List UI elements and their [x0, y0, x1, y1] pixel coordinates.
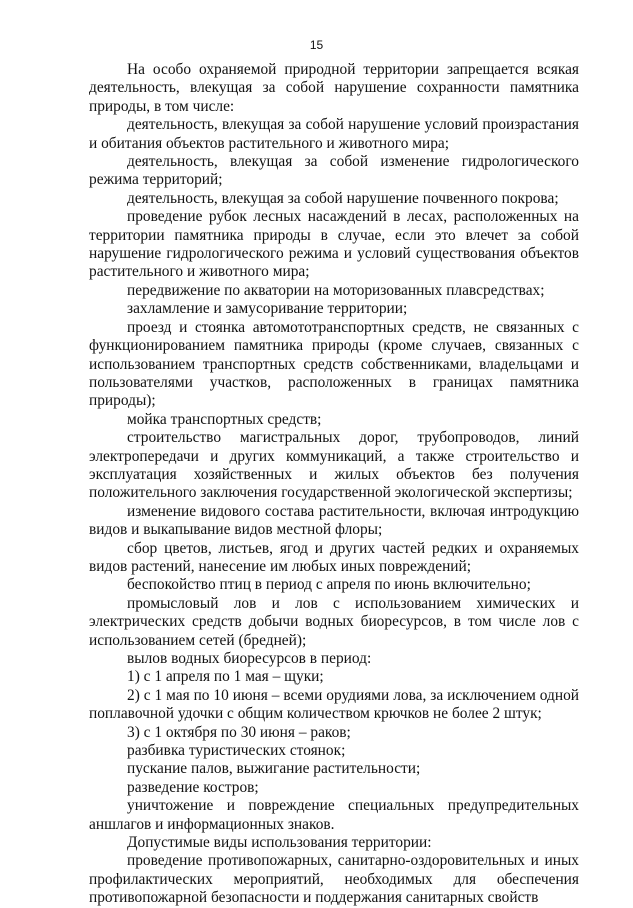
paragraph: деятельность, влекущая за собой изменение гидрологического режима территорий; [89, 153, 579, 189]
paragraph: строительство магистральных дорог, трубопроводов, линий электропередачи и других коммуникаций, а также строительство и эксплуатация хозяйственных и жилых объектов без получения положительного заключения государственной экологической экспертизы; [89, 429, 579, 502]
paragraph: 3) с 1 октября по 30 июня – раков; [127, 723, 351, 741]
paragraph: проезд и стоянка автомототранспортных средств, не связанных с функционированием памятника природы (кроме случаев, связанных с использованием транспортных средств собственниками, владельцами и пользователями участков, расположенных в границах памятника природы); [89, 318, 579, 410]
document-body [89, 61, 579, 908]
paragraph: Допустимые виды использования территории: [127, 834, 432, 852]
paragraph: 2) с 1 мая по 10 июня – всеми орудиями лова, за исключением одной поплавочной удочки с общим количеством крючков не более 2 штук; [89, 686, 579, 723]
paragraph: беспокойство птиц в период с апреля по июнь включительно; [127, 576, 531, 594]
paragraph: сбор цветов, листьев, ягод и других частей редких и охраняемых видов растений, нанесение им любых иных повреждений; [89, 539, 579, 575]
paragraph: захламление и замусоривание территории; [127, 300, 408, 318]
paragraph: разбивка туристических стоянок; [127, 742, 346, 760]
paragraph: разведение костров; [127, 778, 259, 796]
paragraph: изменение видового состава растительности, включая интродукцию видов и выкапывание видов местной флоры; [89, 502, 579, 539]
paragraph: 1) с 1 апреля по 1 мая – щуки; [127, 668, 324, 686]
paragraph: вылов водных биоресурсов в период: [127, 650, 372, 667]
paragraph: передвижение по акватории на моторизованных плавсредствах; [127, 281, 545, 299]
paragraph: пускание палов, выжигание растительности; [127, 760, 421, 778]
paragraph: деятельность, влекущая за собой нарушение почвенного покрова; [127, 189, 559, 207]
paragraph: промысловый лов и лов с использованием химических и электрических средств добычи водных биоресурсов, в том числе лов с использованием сетей (бредней); [89, 594, 579, 649]
page-number: 15 [309, 38, 324, 52]
paragraph: деятельность, влекущая за собой нарушение условий произрастания и обитания объектов растительного и животного мира; [89, 116, 579, 152]
paragraph: мойка транспортных средств; [127, 410, 322, 428]
paragraph: проведение рубок лесных насаждений в лесах, расположенных на территории памятника природы в случае, если это влечет за собой нарушение гидрологического режима и условий существования объектов растительного и животного мира; [89, 208, 579, 281]
paragraph: На особо охраняемой природной территории запрещается всякая деятельность, влекущая за собой нарушение сохранности памятника природы, в том числе: [89, 61, 579, 115]
paragraph: уничтожение и повреждение специальных предупредительных аншлагов и информационных знаков. [89, 797, 579, 833]
paragraph: проведение противопожарных, санитарно-оздоровительных и иных профилактических мероприятий, необходимых для обеспечения противопожарной безопасности и поддержания санитарных свойств [89, 852, 579, 907]
